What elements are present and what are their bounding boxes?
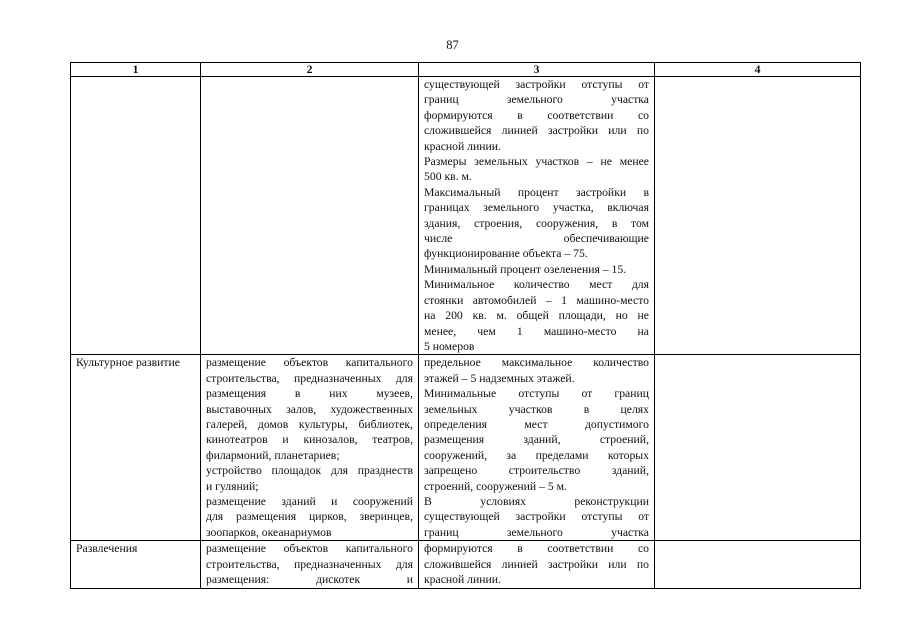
cell-text-line: для размещения цирков, зверинцев, [206,510,413,524]
cell-text-line: Максимальный процент застройки в [424,185,649,199]
cell-text-line: размещение объектов капитального [206,542,413,556]
cell-text-line: менее, чем 1 машино-место на [424,324,649,338]
row3-col1: Развлечения [71,541,201,589]
row3-col3 [419,541,655,589]
cell-text-line: и гуляний; [206,479,259,493]
cell-text-line: существующей застройки отступы от [424,78,649,91]
table-row [71,355,861,541]
cell-text-line: размещения зданий, строений, [424,433,649,447]
cell-text-line: сложившейся линией застройки или по [424,557,649,571]
cell-text-line: на 200 кв. м. общей площади, но не [424,309,649,323]
row1-col2 [201,77,419,355]
header-row [71,63,861,77]
row1-col4 [655,77,861,355]
header-col-4: 4 [655,63,861,77]
cell-text-line: границ земельного участка [424,525,649,539]
cell-text-line: В условиях реконструкции [424,494,649,508]
cell-text-line: сооружений, за пределами которых [424,448,649,462]
cell-text-line: строений, сооружений – 5 м. [424,479,567,493]
page-number: 87 [446,38,459,52]
cell-text-line: 500 кв. м. [424,170,472,184]
row2-col2 [201,355,419,541]
cell-text-line: сложившейся линией застройки или по [424,124,649,138]
cell-text-line: формируются в соответствии со [424,542,649,556]
row1-col3 [419,77,655,355]
cell-text-line: размещения: дискотек и [206,573,413,586]
cell-text-line: Минимальные отступы от границ [424,387,649,401]
row2-col1: Культурное развитие [71,355,201,541]
cell-text-line: строительства, предназначенных для [206,557,413,571]
cell-text-line: запрещено строительство зданий, [424,464,649,478]
cell-text-line: размещения в них музеев, [206,387,413,401]
header-col-3: 3 [419,63,655,77]
cell-text-line: границах земельного участка, включая [424,201,649,215]
row3-col2 [201,541,419,589]
cell-text-line: функционирование объекта – 75. [424,247,588,261]
cell-text-line: стоянки автомобилей – 1 машино-место [424,293,649,307]
cell-text-line: филармоний, планетариев; [206,448,340,462]
cell-text-line: кинотеатров и кинозалов, театров, [206,433,413,447]
table-row [71,541,861,589]
cell-text-line: формируются в соответствии со [424,108,649,122]
cell-text-line: предельное максимальное количество [424,356,649,370]
cell-text-line: существующей застройки отступы от [424,510,649,524]
cell-text-line: размещение зданий и сооружений [206,494,413,508]
cell-text-line: красной линии. [424,573,501,586]
cell-text-line: 5 номеров [424,339,475,353]
regulations-table [70,62,861,589]
cell-text-line: зоопарков, океанариумов [206,525,332,539]
cell-text-line: выставочных залов, художественных [206,402,413,416]
row2-col4 [655,355,861,541]
table-row [71,77,861,355]
row1-col1 [71,77,201,355]
cell-text-line: здания, строения, сооружения, в том [424,216,649,230]
row3-col4 [655,541,861,589]
cell-text-line: размещение объектов капитального [206,356,413,370]
cell-text-line: строительства, предназначенных для [206,371,413,385]
cell-text-line: галерей, домов культуры, библиотек, [206,417,413,431]
cell-text-line: числе обеспечивающие [424,232,649,246]
cell-text-line: красной линии. [424,139,501,153]
cell-text-line: Размеры земельных участков – не менее [424,155,649,169]
cell-text-line: земельных участков в целях [424,402,649,416]
cell-text-line: границ земельного участка [424,93,649,107]
cell-text-line: определения мест допустимого [424,417,649,431]
cell-text-line: Минимальный процент озеленения – 15. [424,262,627,276]
header-col-1: 1 [71,63,201,77]
cell-text-line: Минимальное количество мест для [424,278,649,292]
row2-col3 [419,355,655,541]
cell-text-line: этажей – 5 надземных этажей. [424,371,575,385]
cell-text-line: устройство площадок для празднеств [206,464,413,478]
header-col-2: 2 [201,63,419,77]
